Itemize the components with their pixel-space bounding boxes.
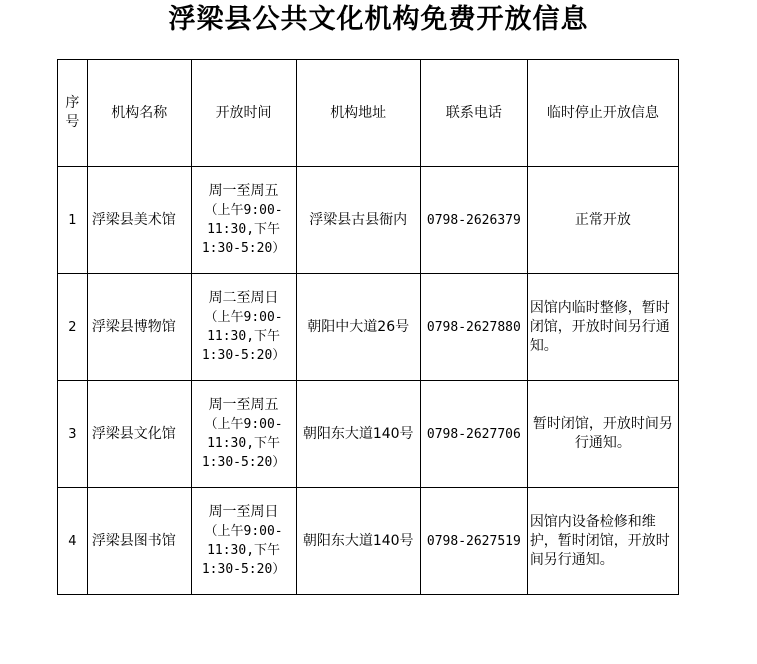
table-row	[58, 488, 679, 595]
header-name: 机构名称	[87, 60, 191, 167]
institution-name: 浮梁县博物馆	[87, 274, 191, 381]
header-hours: 开放时间	[191, 60, 296, 167]
closure-notice: 正常开放	[527, 167, 678, 274]
contact-phone: 0798-2626379	[420, 167, 527, 274]
contact-phone: 0798-2627519	[420, 488, 527, 595]
closure-notice: 因馆内临时整修，暂时闭馆，开放时间另行通知。	[527, 274, 678, 381]
institution-name: 浮梁县美术馆	[87, 167, 191, 274]
contact-phone: 0798-2627706	[420, 381, 527, 488]
institution-name: 浮梁县图书馆	[87, 488, 191, 595]
opening-days: 周一至周五	[208, 397, 279, 413]
page-title: 浮梁县公共文化机构免费开放信息	[168, 4, 589, 35]
closure-notice: 暂时闭馆，开放时间另行通知。	[527, 381, 678, 488]
table-header-row	[58, 60, 679, 167]
opening-time: （上午9:00- 11:30,下午 1:30-5:20）	[201, 524, 286, 577]
table-row	[58, 381, 679, 488]
institution-address: 浮梁县古县衙内	[296, 167, 420, 274]
institution-address: 朝阳东大道140号	[296, 488, 420, 595]
header-index: 序号	[58, 60, 88, 167]
opening-time: （上午9:00- 11:30,下午 1:30-5:20）	[201, 417, 286, 470]
opening-hours	[191, 381, 296, 488]
institutions-table	[57, 59, 679, 595]
opening-days: 周二至周日	[208, 290, 279, 306]
row-index: 2	[58, 274, 88, 381]
institution-address: 朝阳东大道140号	[296, 381, 420, 488]
opening-hours	[191, 488, 296, 595]
institution-name: 浮梁县文化馆	[87, 381, 191, 488]
opening-time: （上午9:00- 11:30,下午 1:30-5:20）	[201, 203, 286, 256]
header-notice: 临时停止开放信息	[527, 60, 678, 167]
opening-hours	[191, 274, 296, 381]
row-index: 1	[58, 167, 88, 274]
contact-phone: 0798-2627880	[420, 274, 527, 381]
header-phone: 联系电话	[420, 60, 527, 167]
institution-address: 朝阳中大道26号	[296, 274, 420, 381]
row-index: 3	[58, 381, 88, 488]
header-address: 机构地址	[296, 60, 420, 167]
row-index: 4	[58, 488, 88, 595]
closure-notice: 因馆内设备检修和维护，暂时闭馆，开放时间另行通知。	[527, 488, 678, 595]
opening-time: （上午9:00- 11:30,下午 1:30-5:20）	[201, 310, 286, 363]
opening-days: 周一至周五	[208, 183, 279, 199]
table-row	[58, 274, 679, 381]
opening-hours	[191, 167, 296, 274]
opening-days: 周一至周日	[208, 504, 279, 520]
table-row	[58, 167, 679, 274]
